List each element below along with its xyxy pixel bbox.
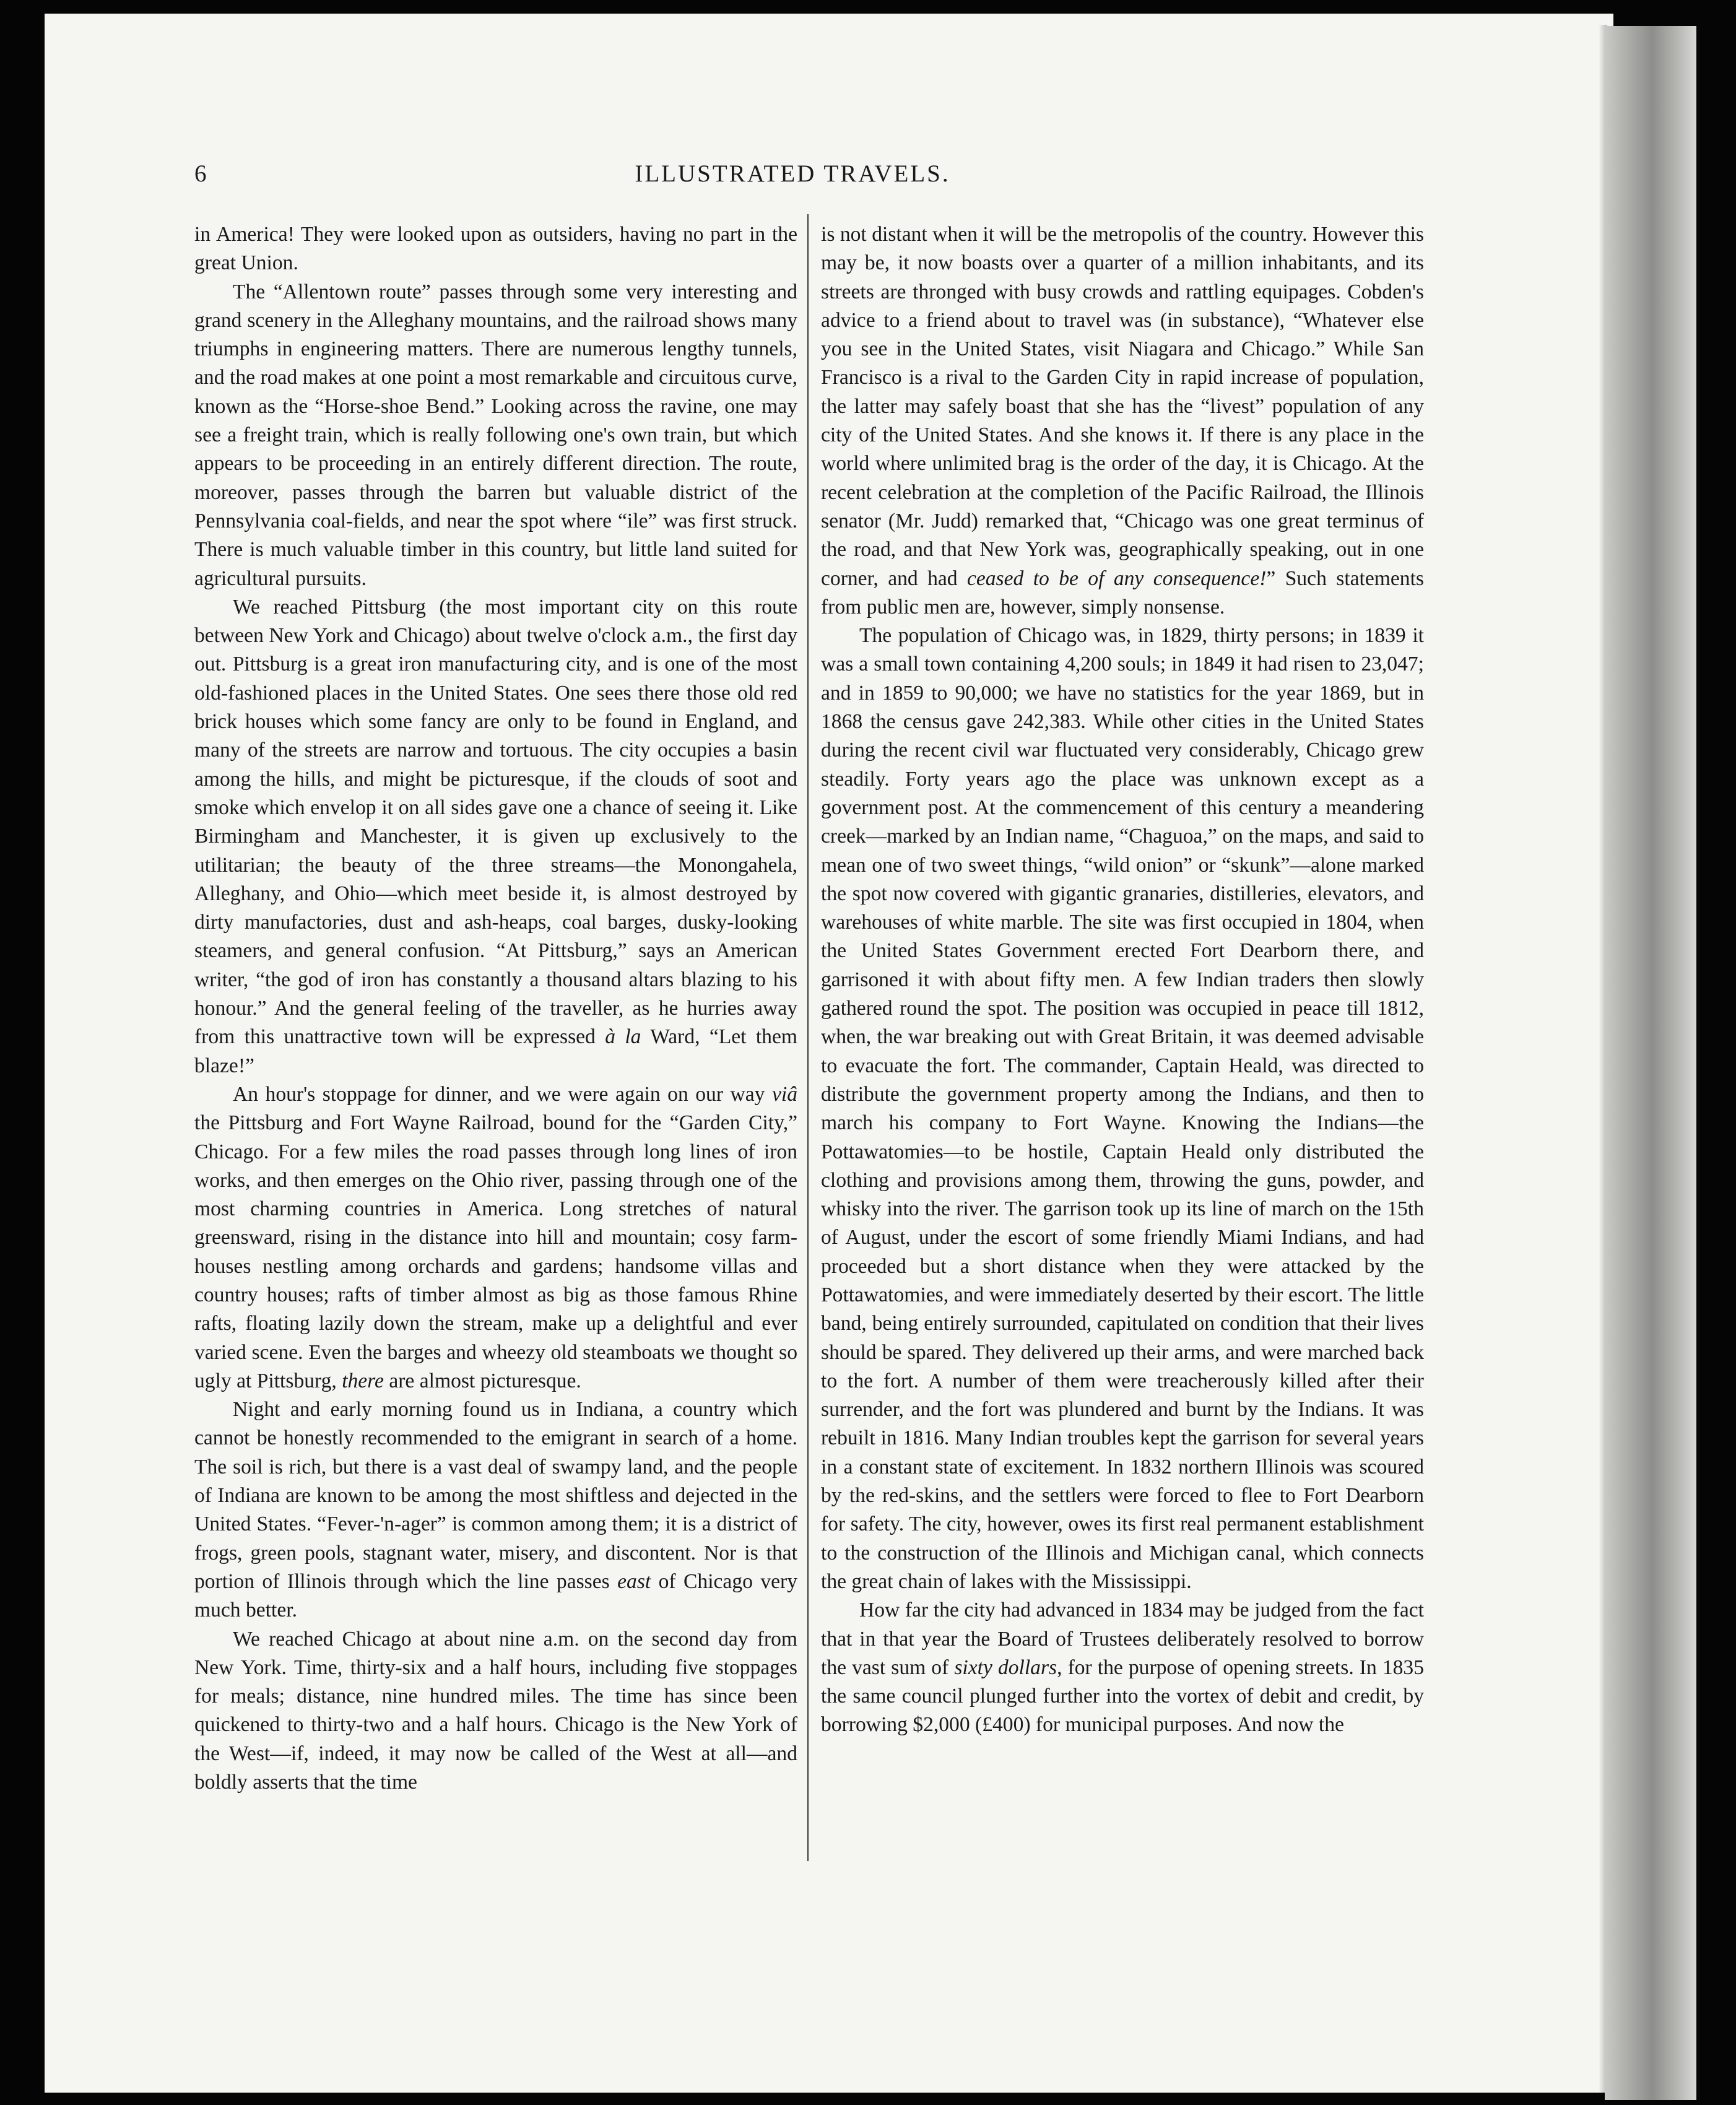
paragraph-text: An hour's stoppage for dinner, and we were again on our way	[233, 1082, 772, 1106]
paragraph	[194, 1080, 797, 1395]
paragraph	[821, 1596, 1424, 1739]
running-head: ILLUSTRATED TRAVELS.	[635, 160, 950, 187]
paragraph-text: ” Such statements from public men are, however, simply nonsense.	[821, 566, 1424, 618]
paragraph: in America! They were looked upon as outsiders, having no part in the great Union.	[194, 223, 797, 275]
italic-text: sixty dollars	[954, 1656, 1057, 1679]
paragraph	[194, 593, 797, 1080]
column-rule	[807, 214, 809, 1861]
paragraph-text: We reached Pittsburg (the most important city on this route between New York and Chicago) about twelve o'clock a.m., the first day out. Pittsburg is a great iron manufacturing city, and is one of the most old-fashioned places in the United States. One sees there those old red brick houses which some fancy are only to be found in England, and many of the streets are narrow and tortuous. The city occupies a basin among the hills, and might be picturesque, if the clouds of soot and smoke which envelop it on all sides gave one a chance of seeing it. Like Birmingham and Manchester, it is given up exclusively to the utilitarian; the beauty of the three streams—the Monongahela, Alleghany, and Ohio—which meet beside it, is almost destroyed by dirty manufactories, dust and ash-heaps, coal barges, dusky-looking steamers, and general confusion. “At Pittsburg,” says an American writer, “the god of iron has constantly a thousand altars blazing to his honour.” And the general feeling of the traveller, as he hurries away from this unattractive town will be expressed	[194, 595, 797, 1049]
paragraph-text: of Chicago very much better.	[194, 1569, 797, 1622]
paragraph: The “Allentown route” passes through some very interesting and grand scenery in the Alleghany mountains, and the railroad shows many triumphs in engineering matters. There are numerous lengthy tunnels, and the road makes at one point a most remarkable and circuitous curve, known as the “Horse-shoe Bend.” Looking across the ravine, one may see a freight train, which is really following one's own train, but which appears to be proceeding in an entirely different direction. The route, moreover, passes through the barren but valuable district of the Pennsylvania coal-fields, and near the spot where “ile” was first struck. There is much valuable timber in this country, but little land suited for agricultural pursuits.	[194, 280, 797, 590]
italic-text: ceased to be of any consequence!	[966, 566, 1267, 590]
paragraph: We reached Chicago at about nine a.m. on the second day from New York. Time, thirty-six and a half hours, including five stoppages for meals; distance, nine hundred miles. The time has since been quickened to thirty-two and a half hours. Chicago is the New York of the West—if, indeed, it may now be called of the West at all—and boldly asserts that the time	[194, 1627, 797, 1794]
paragraph-text: is not distant when it will be the metropolis of the country. However this may be, it now boasts over a quarter of a million inhabitants, and its streets are thronged with busy crowds and rattling equipages. Cobden's advice to a friend about to travel was (in substance), “Whatever else you see in the United States, visit Niagara and Chicago.” While San Francisco is a rival to the Garden City in rapid increase of population, the latter may safely boast that she has the “livest” population of any city of the United States. And she knows it. If there is any place in the world where unlimited brag is the order of the day, it is Chicago. At the recent celebration at the completion of the Pacific Railroad, the Illinois senator (Mr. Judd) remarked that, “Chicago was one great terminus of the road, and that New York was, geographically speaking, out in one corner, and had	[821, 223, 1424, 590]
paragraph-text: , for the purpose of opening streets. In 1835 the same council plunged further into the vortex of debit and credit, by borrowing $2,000 (£400) for municipal purposes. And now the	[821, 1656, 1424, 1737]
right-column	[821, 220, 1424, 1997]
paragraph-text: are almost picturesque.	[383, 1369, 581, 1392]
paragraph-text: Ward, “Let them blaze!”	[194, 1025, 797, 1077]
paragraph	[194, 1395, 797, 1625]
page-number: 6	[194, 160, 209, 187]
italic-text: there	[342, 1369, 384, 1392]
binding-gutter	[1605, 26, 1696, 2100]
italic-text: viâ	[771, 1082, 797, 1106]
paragraph-text: How far the city had advanced in 1834 may be judged from the fact that in that year the Board of Trustees deliberately resolved to borrow the vast sum of	[821, 1599, 1424, 1679]
paragraph-text: the Pittsburg and Fort Wayne Railroad, bound for the “Garden City,” Chicago. For a few miles the road passes through long lines of iron works, and then emerges on the Ohio river, passing through one of the most charming countries in America. Long stretches of natural greensward, rising in the distance into hill and mountain; cosy farm-houses nestling among orchards and gardens; handsome villas and country houses; rafts of timber almost as big as those famous Rhine rafts, floating lazily down the stream, make up a delightful and ever varied scene. Even the barges and wheezy old steamboats we thought so ugly at Pittsburg,	[194, 1111, 797, 1392]
left-column	[194, 220, 797, 1997]
paragraph-text: Night and early morning found us in Indiana, a country which cannot be honestly recommended to the emigrant in search of a home. The soil is rich, but there is a vast deal of swampy land, and the people of Indiana are known to be among the most shiftless and dejected in the United States. “Fever-'n-ager” is common among them; it is a district of frogs, green pools, stagnant water, misery, and discontent. Nor is that portion of Illinois through which the line passes	[194, 1398, 797, 1593]
paragraph	[821, 220, 1424, 622]
paragraph: The population of Chicago was, in 1829, thirty persons; in 1839 it was a small town containing 4,200 souls; in 1849 it had risen to 23,047; and in 1859 to 90,000; we have no statistics for the year 1869, but in 1868 the census gave 242,383. While other cities in the United States during the recent civil war fluctuated very considerably, Chicago grew steadily. Forty years ago the place was unknown except as a government post. At the commencement of this century a meandering creek—marked by an Indian name, “Chaguoa,” on the maps, and said to mean one of two sweet things, “wild onion” or “skunk”—alone marked the spot now covered with gigantic granaries, distilleries, elevators, and warehouses of white marble. The site was first occupied in 1804, when the United States Government erected Fort Dearborn there, and garrisoned it with about fifty men. A few Indian traders then slowly gathered round the spot. The position was occupied in peace till 1812, when, the war breaking out with Great Britain, it was deemed advisable to evacuate the fort. The commander, Captain Heald, was directed to distribute the government property among the Indians, and then to march his company to Fort Wayne. Knowing the Indians—the Pottawatomies—to be hostile, Captain Heald only distributed the clothing and provisions among them, throwing the guns, powder, and whisky into the river. The garrison took up its line of march on the 15th of August, under the escort of some friendly Miami Indians, and had proceeded but a short distance when they were attacked by the Pottawatomies, and were immediately deserted by their escort. The little band, being entirely surrounded, capitulated on condition that their lives should be spared. They delivered up their arms, and were marched back to the fort. A number of them were treacherously killed after their surrender, and the fort was plundered and burnt by the Indians. It was rebuilt in 1816. Many Indian troubles kept the garrison for several years in a constant state of excitement. In 1832 northern Illinois was scoured by the red-skins, and the settlers were forced to flee to Fort Dearborn for safety. The city, however, owes its first real permanent establishment to the construction of the Illinois and Michigan canal, which connects the great chain of lakes with the Mississippi.	[821, 624, 1424, 1593]
italic-text: east	[617, 1569, 651, 1593]
page-header	[194, 160, 1391, 197]
italic-text: à la	[605, 1025, 641, 1049]
